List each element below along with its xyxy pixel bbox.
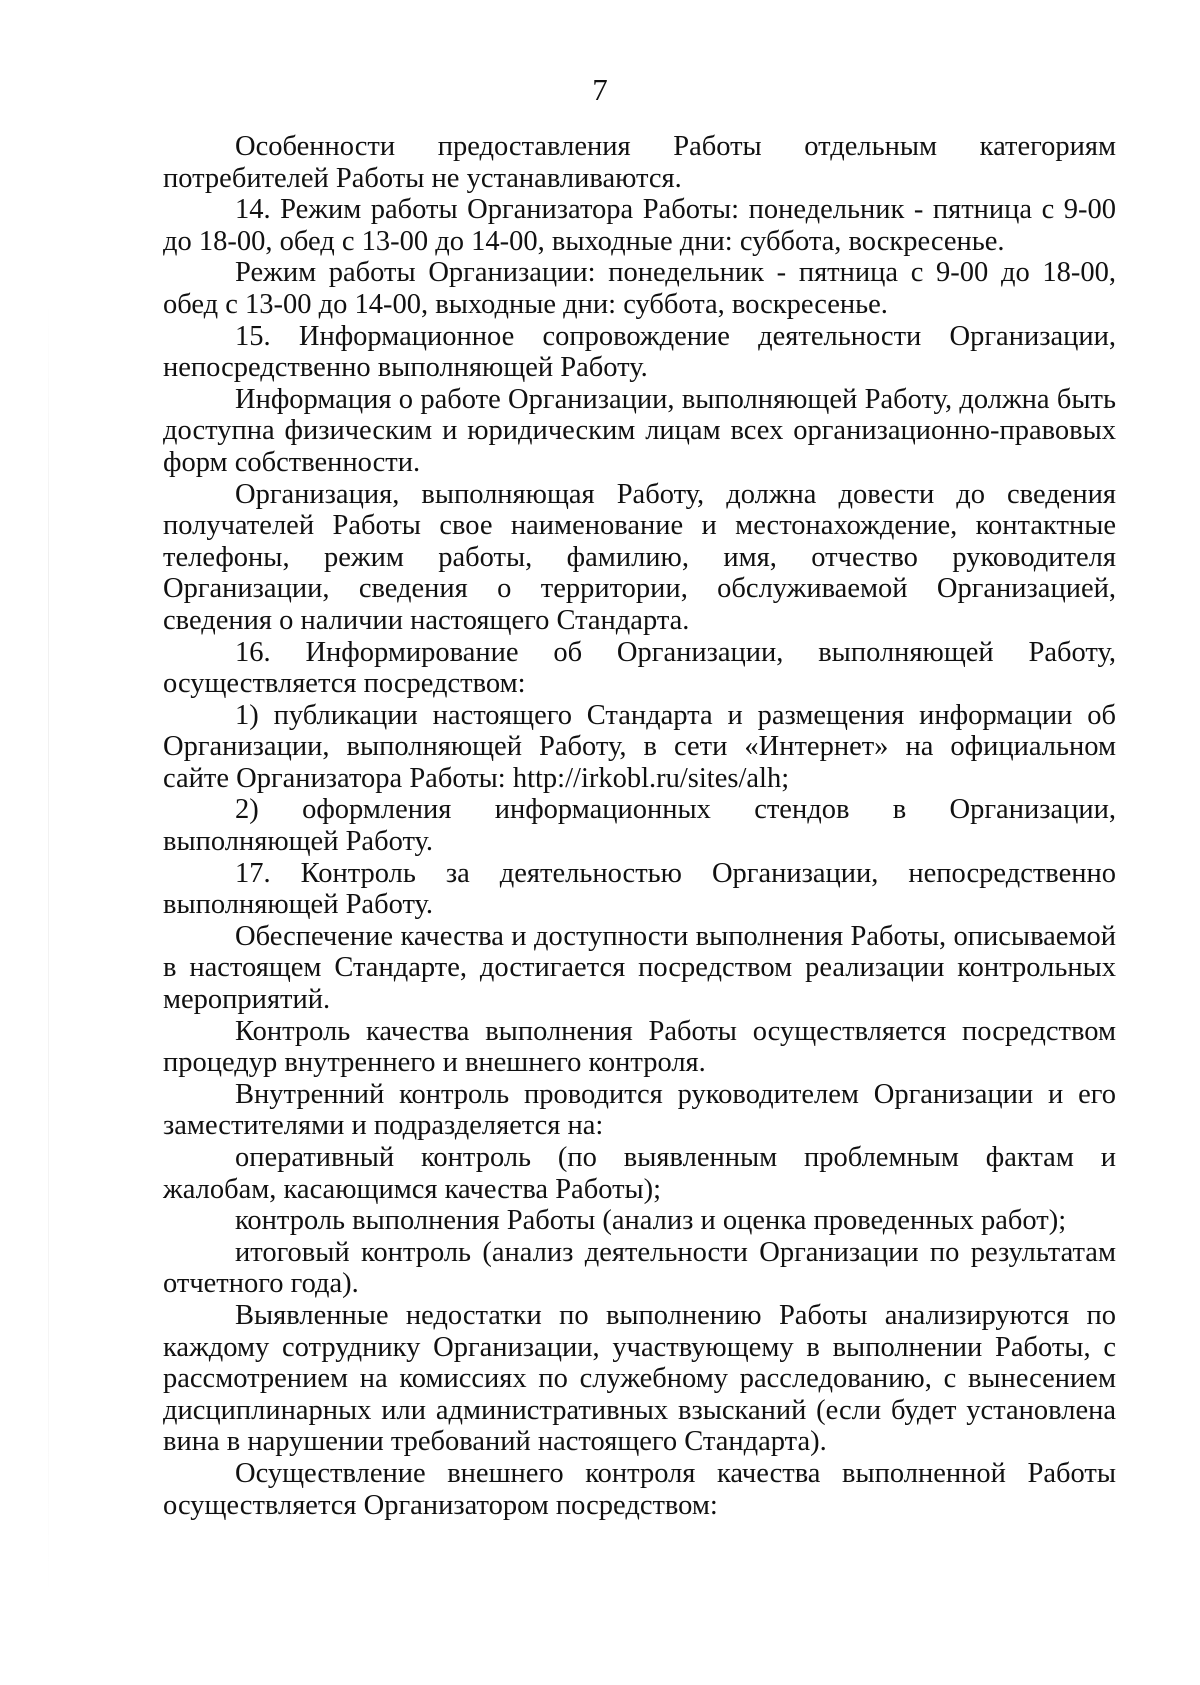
paragraph-15-information-support: 15. Информационное сопровождение деятельности Организации, непосредственно выполняющей Работу. bbox=[163, 320, 1116, 384]
paragraph-14-organizer-schedule: 14. Режим работы Организатора Работы: понедельник - пятница с 9-00 до 18-00, обед с 13-00 до 14-00, выходные дни: суббота, воскресенье. bbox=[163, 194, 1116, 257]
paragraph-16-informing: 16. Информирование об Организации, выполняющей Работу, осуществляется посредством: bbox=[163, 636, 1116, 700]
paragraph-informing-item-2: 2) оформления информационных стендов в Организации, выполняющей Работу. bbox=[163, 794, 1116, 858]
paragraph-special-categories: Особенности предоставления Работы отдельным категориям потребителей Работы не устанавливаются. bbox=[163, 131, 1116, 194]
scan-edge-artifact bbox=[48, 300, 49, 1600]
paragraph-17-control: 17. Контроль за деятельностью Организации, непосредственно выполняющей Работу. bbox=[163, 857, 1116, 921]
paragraph-internal-control: Внутренний контроль проводится руководителем Организации и его заместителями и подразделяется на: bbox=[163, 1078, 1116, 1142]
paragraph-informing-item-1: 1) публикации настоящего Стандарта и размещения информации об Организации, выполняющей Работу, в сети «Интернет» на официальном сайте Организатора Работы: http://irkobl.ru/sites/alh; bbox=[163, 699, 1116, 794]
paragraph-information-availability: Информация о работе Организации, выполняющей Работу, должна быть доступна физическим и юридическим лицам всех организационно-правовых форм собственности. bbox=[163, 383, 1116, 478]
paragraph-quality-assurance: Обеспечение качества и доступности выполнения Работы, описываемой в настоящем Стандарте, достигается посредством реализации контрольных мероприятий. bbox=[163, 920, 1116, 1016]
paragraph-identified-deficiencies: Выявленные недостатки по выполнению Работы анализируются по каждому сотруднику Организации, участвующему в выполнении Работы, с рассмотрением на комиссиях по служебному расследованию, с вынесением дисциплинарных или административных взысканий (если будет установлена вина в нарушении требований настоящего Стандарта). bbox=[163, 1299, 1116, 1458]
paragraph-execution-control: контроль выполнения Работы (анализ и оценка проведенных работ); bbox=[235, 1205, 1067, 1237]
paragraph-final-control: итоговый контроль (анализ деятельности Организации по результатам отчетного года). bbox=[163, 1236, 1116, 1300]
paragraph-organization-disclosure: Организация, выполняющая Работу, должна довести до сведения получателей Работы свое наименование и местонахождение, контактные телефоны, режим работы, фамилию, имя, отчество руководителя Организации, сведения о территории, обслуживаемой Организацией, сведения о наличии настоящего Стандарта. bbox=[163, 478, 1116, 636]
paragraph-quality-control-procedures: Контроль качества выполнения Работы осуществляется посредством процедур внутреннего и внешнего контроля. bbox=[163, 1015, 1116, 1079]
document-body bbox=[163, 131, 1116, 1521]
page-number: 7 bbox=[592, 72, 608, 107]
paragraph-organization-schedule: Режим работы Организации: понедельник - пятница с 9-00 до 18-00, обед с 13-00 до 14-00, выходные дни: суббота, воскресенье. bbox=[163, 257, 1116, 320]
paragraph-operational-control: оперативный контроль (по выявленным проблемным фактам и жалобам, касающимся качества Работы); bbox=[163, 1142, 1116, 1205]
paragraph-external-control: Осуществление внешнего контроля качества выполненной Работы осуществляется Организатором посредством: bbox=[163, 1457, 1116, 1521]
